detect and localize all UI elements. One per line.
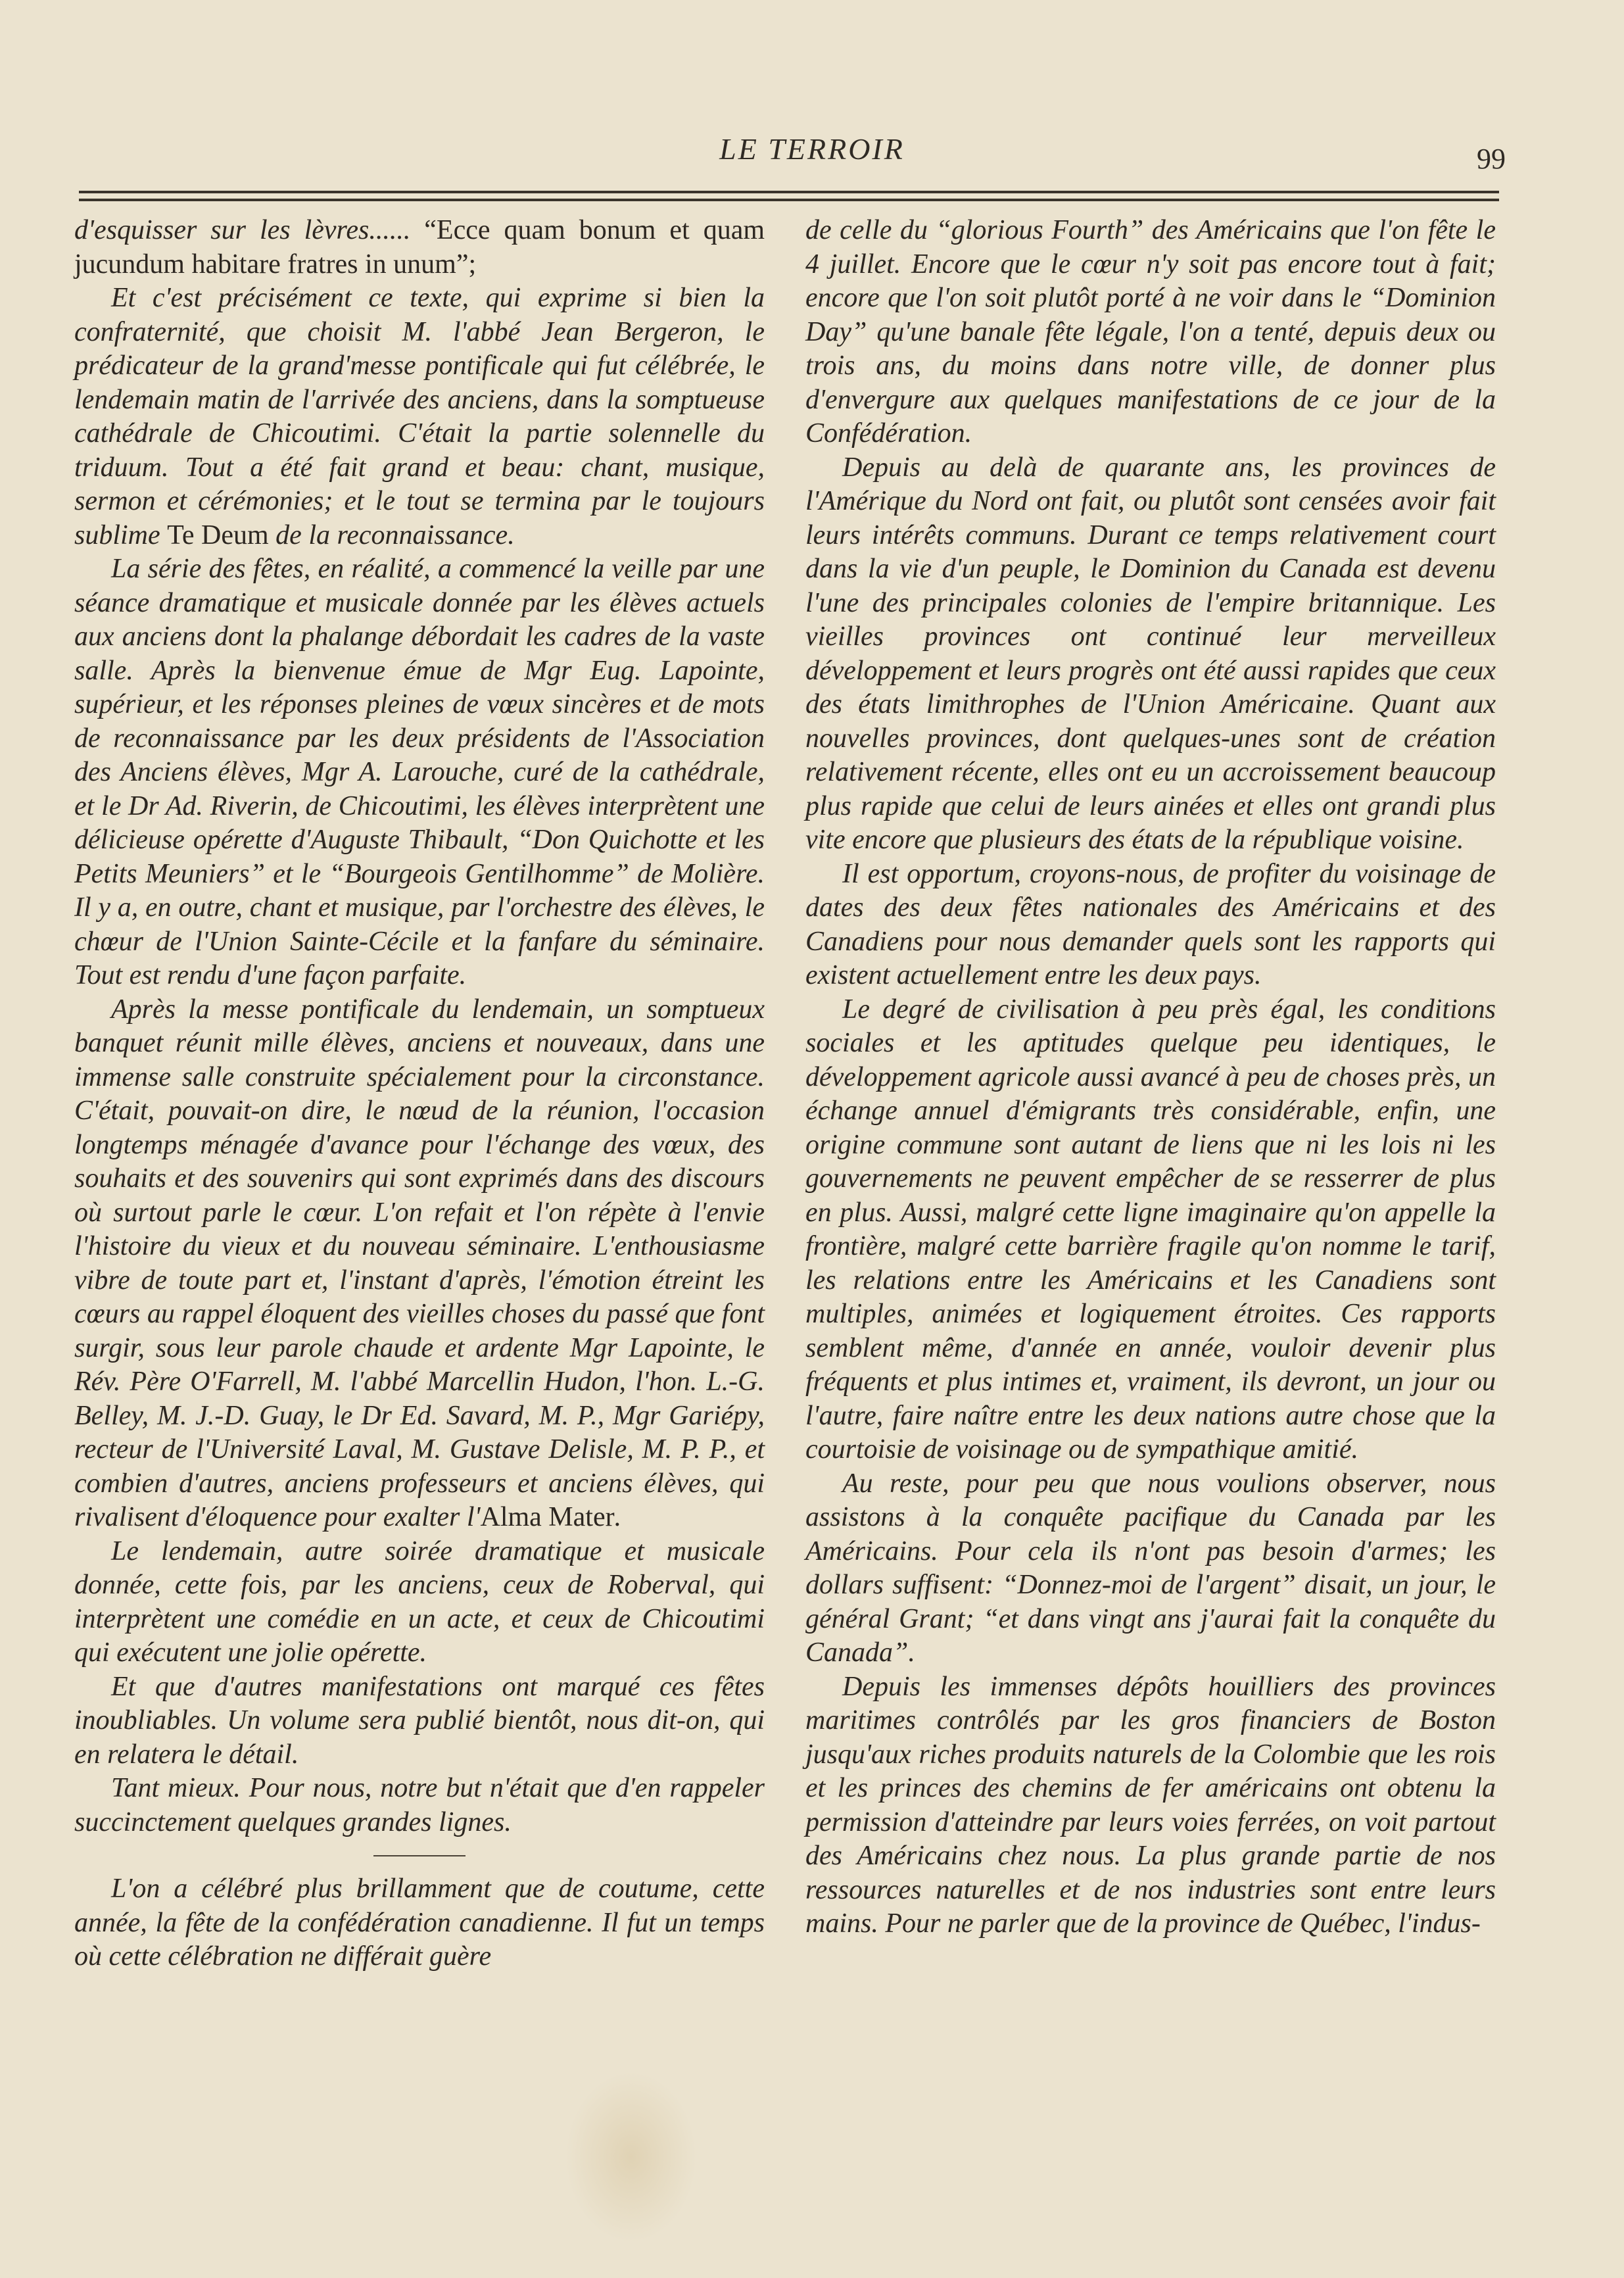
left-column [74,214,765,1974]
right-column [805,214,1496,1941]
paragraph: Il est opportum, croyons-nous, de profiter du voisinage de dates des deux fêtes nationales des Américains et des Canadiens pour nous demander quels sont les rapports qui existent actuellement entre les deux pays. [805,858,1496,990]
paragraph [74,214,765,281]
page-number: 99 [1477,143,1506,175]
paragraph: Tant mieux. Pour nous, notre but n'était que d'en rappeler succinctement quelques grandes lignes. [74,1773,765,1837]
running-title: LE TERROIR [719,132,905,166]
paragraph: La série des fêtes, en réalité, a commencé la veille par une séance dramatique et musicale donnée par les élèves actuels aux anciens dont la phalange débordait les cadres de la vaste salle. Après la bienvenue émue de Mgr Eug. Lapointe, supérieur, et les réponses pleines de vœux sincères et de mots de reconnaissance par les deux présidents de l'Association des Anciens élèves, Mgr A. Larouche, curé de la cathédrale, et le Dr Ad. Riverin, de Chicoutimi, les élèves interprètent une délicieuse opérette d'Auguste Thibault, “Don Quichotte et les Petits Meuniers” et le “Bourgeois Gentilhomme” de Molière. Il y a, en outre, chant et musique, par l'orchestre des élèves, le chœur de l'Union Sainte-Cécile et la fanfare du séminaire. Tout est rendu d'une façon parfaite. [74,554,765,990]
paragraph: Depuis au delà de quarante ans, les provinces de l'Amérique du Nord ont fait, ou plutôt sont censées avoir fait leurs intérêts communs. Durant ce temps relativement court dans la vie d'un peuple, le Dominion du Canada est devenu l'une des principales colonies de l'empire britannique. Les vieilles provinces ont continué leur merveilleux développement et leurs progrès ont été aussi rapides que ceux des états limithrophes de l'Union Américaine. Quant aux nouvelles provinces, dont quelques-unes sont de création relativement récente, elles ont eu un accroissement beaucoup plus rapide que celui de leurs ainées et elles ont grandi plus vite encore que plusieurs des états de la république voisine. [805,452,1496,855]
paragraph [74,993,765,1535]
paragraph: Au reste, pour peu que nous voulions observer, nous assistons à la conquête pacifique du Canada par les Américains. Pour cela ils n'ont pas besoin d'armes; les dollars suffisent: “Donnez-moi de l'argent” disait, un jour, le général Grant; “et dans vingt ans j'aurai fait la conquête du Canada”. [805,1468,1496,1668]
paragraph: Le degré de civilisation à peu près égal, les conditions sociales et les aptitudes quelque peu identiques, le développement agricole aussi avancé à peu de choses près, un échange annuel d'émigrants très considérable, enfin, une origine commune sont autant de liens que ni les lois ni les gouvernements ne peuvent empêcher de se resserrer de plus en plus. Aussi, malgré cette ligne imaginaire qu'on appelle la frontière, malgré cette barrière fragile qu'on nomme le tarif, les relations entre les Américains et les Canadiens sont multiples, animées et logiquement étroites. Ces rapports semblent même, d'année en année, vouloir devenir plus fréquents et plus intimes et, vraiment, ils devront, un jour ou l'autre, faire naître entre les deux nations autre chose que la courtoisie de voisinage ou de sympathique amitié. [805,994,1496,1465]
te-deum-text: Te Deum [167,520,269,550]
text-run: d'esquisser sur les lèvres [74,215,370,245]
paragraph: Le lendemain, autre soirée dramatique et musicale donnée, cette fois, par les anciens, ceux de Roberval, qui interprètent une comédie en un acte, et ceux de Chicoutimi qui exécutent une jolie opérette. [74,1536,765,1668]
paragraph: de celle du “glorious Fourth” des Américains que l'on fête le 4 juillet. Encore que le cœur n'y soit pas encore tout à fait; encore que l'on soit plutôt porté à ne voir dans le “Dominion Day” qu'une banale fête légale, l'on a tenté, depuis deux ou trois ans, du moins dans notre ville, de donner plus d'envergure aux quelques manifestations de ce jour de la Confédération. [805,215,1496,448]
paragraph: L'on a célébré plus brillamment que de coutume, cette année, la fête de la confédération canadienne. Il fut un temps où cette célébration ne différait guère [74,1874,765,1972]
running-head [0,132,1624,178]
paragraph: Depuis les immenses dépôts houilliers des provinces maritimes contrôlés par les gros financiers de Boston jusqu'aux riches produits naturels de la Colombie que les rois et les princes des chemins de fer américains ont obtenu la permission d'atteindre par leurs voies ferrées, on voit partout des Américains chez nous. La plus grande partie de nos ressources naturelles et de nos industries sont entre leurs mains. Pour ne parler que de la province de Québec, l'indus- [805,1671,1496,1939]
text-run: Et c'est précisément ce texte, qui exprime si bien la confraternité, que choisit M. l'abbé Jean Bergeron, le prédicateur de la grand'messe pontificale qui fut célébrée, le lendemain matin de l'arrivée des anciens, dans la somptueuse cathédrale de Chicoutimi. C'était la partie solennelle du triduum. Tout a été fait grand et beau: chant, musique, sermon et cérémonies; et le tout se termina par le toujours sublime [74,283,765,550]
header-double-rule [79,191,1499,201]
paper-stain [565,2072,697,2242]
alma-mater-text: Alma Mater [480,1502,615,1532]
text-run: Après la messe pontificale du lendemain, un somptueux banquet réunit mille élèves, anciens et nouveaux, dans une immense salle construite spécialement pour la circonstance. C'était, pouvait-on dire, le nœud de la réunion, l'occasion longtemps ménagée d'avance pour l'échange des vœux, des souhaits et des souvenirs qui sont exprimés dans des discours où surtout parle le cœur. L'on refait et l'on répète à l'envie l'histoire du vieux et du nouveau séminaire. L'enthousiasme vibre de toute part et, l'instant d'après, l'émotion étreint les cœurs au rappel éloquent des vieilles choses du passé que font surgir, sous leur parole chaude et ardente Mgr Lapointe, le Rév. Père O'Farrell, M. l'abbé Marcellin Hudon, l'hon. L.-G. Belley, M. J.-D. Guay, le Dr Ed. Savard, M. P., Mgr Gariépy, recteur de l'Université Laval, M. Gustave Delisle, M. P. P., et combien d'autres, anciens professeurs et anciens élèves, qui rivalisent d'éloquence pour exalter l' [74,994,765,1532]
section-divider [373,1855,466,1856]
text-run: . [614,1502,622,1532]
dotted-leader: ...... [369,215,411,245]
paragraph: Et que d'autres manifestations ont marqué ces fêtes inoubliables. Un volume sera publié bientôt, nous dit-on, qui en relatera le détail. [74,1671,765,1770]
latin-quote: “Ecce quam bonum et quam jucundum habitare fratres in unum”; [74,215,765,279]
text-run: de la reconnaissance. [268,520,515,550]
paragraph [74,281,765,552]
